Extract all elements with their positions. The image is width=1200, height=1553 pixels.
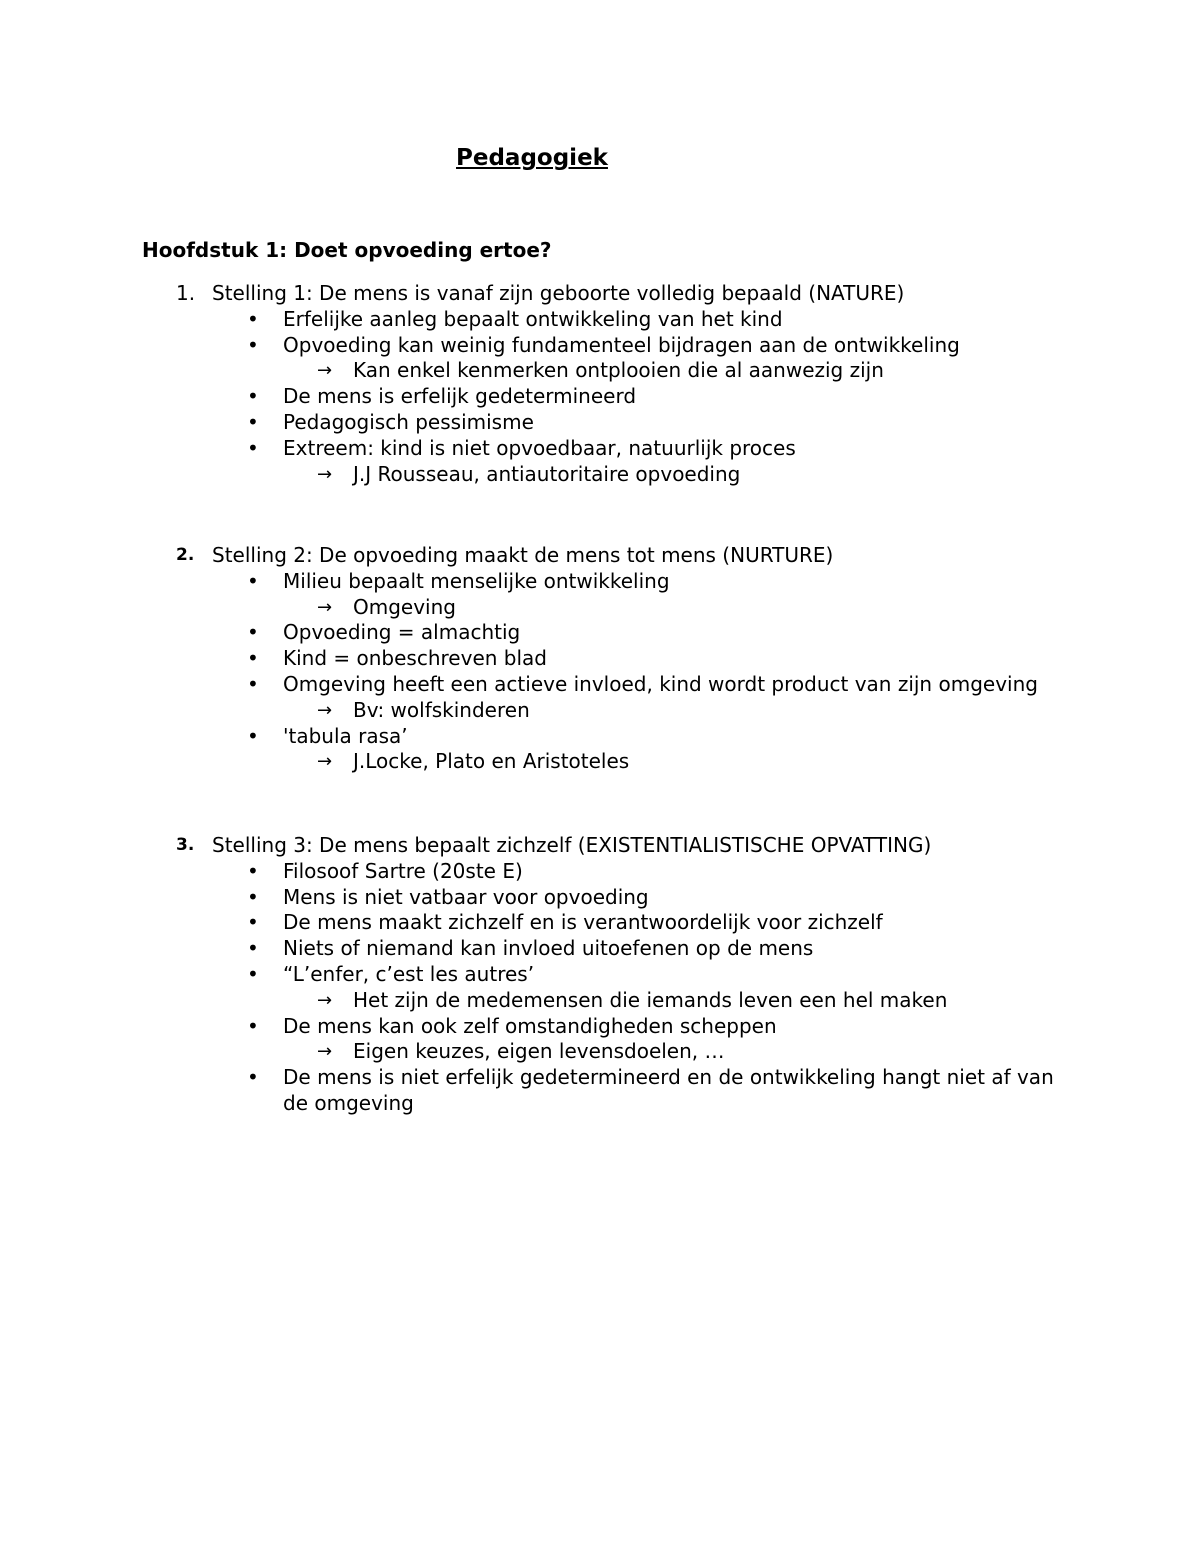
- section-heading-line: [0, 833, 1200, 859]
- section-heading-line: [0, 281, 1200, 307]
- list-item-text: Omgeving heeft een actieve invloed, kind wordt product van zijn omgeving: [283, 671, 1038, 696]
- sub-list-item: [0, 749, 1200, 775]
- list-item: [0, 1014, 1200, 1040]
- list-item-text: Opvoeding = almachtig: [283, 620, 521, 645]
- list-item: [0, 910, 1200, 936]
- bullet-icon: •: [247, 306, 259, 331]
- arrow-right-icon: →: [317, 699, 333, 721]
- bullet-icon: •: [247, 332, 259, 357]
- list-item: [0, 859, 1200, 885]
- bullet-icon: •: [247, 671, 259, 696]
- bullet-icon: •: [247, 858, 259, 883]
- bullet-icon: •: [247, 620, 259, 645]
- bullet-icon: •: [247, 884, 259, 909]
- list-item-text: Pedagogisch pessimisme: [283, 409, 534, 434]
- list-item: [0, 962, 1200, 988]
- list-item: [0, 333, 1200, 359]
- bullet-icon: •: [247, 910, 259, 935]
- bullet-icon: •: [247, 1065, 259, 1090]
- list-item: [0, 307, 1200, 333]
- arrow-right-icon: →: [317, 751, 333, 773]
- list-item-text: Erfelijke aanleg bepaalt ontwikkeling van het kind: [283, 306, 783, 331]
- section-stelling-2: [0, 543, 1200, 775]
- sub-list-item-text: Omgeving: [353, 594, 456, 619]
- sub-list-item: [0, 988, 1200, 1014]
- sub-list-item: [0, 595, 1200, 621]
- arrow-right-icon: →: [317, 596, 333, 618]
- chapter-heading: Hoofdstuk 1: Doet opvoeding ertoe?: [142, 238, 552, 262]
- list-item-text: Filosoof Sartre (20ste E): [283, 858, 523, 883]
- list-item: [0, 436, 1200, 462]
- section-heading-line: [0, 543, 1200, 569]
- arrow-right-icon: →: [317, 989, 333, 1011]
- list-item: [0, 620, 1200, 646]
- list-item-text: De mens kan ook zelf omstandigheden scheppen: [283, 1013, 777, 1038]
- document-title: Pedagogiek: [456, 145, 608, 171]
- sub-list-item-text: Kan enkel kenmerken ontplooien die al aanwezig zijn: [353, 358, 884, 383]
- list-item: [0, 885, 1200, 911]
- bullet-icon: •: [247, 723, 259, 748]
- list-item-text: De mens is niet erfelijk gedetermineerd en de ontwikkeling hangt niet af van: [283, 1065, 1054, 1090]
- bullet-icon: •: [247, 568, 259, 593]
- section-heading: Stelling 1: De mens is vanaf zijn geboorte volledig bepaald (NATURE): [212, 281, 905, 305]
- section-heading: Stelling 2: De opvoeding maakt de mens tot mens (NURTURE): [212, 543, 834, 567]
- sub-list-item-text: Eigen keuzes, eigen levensdoelen, …: [353, 1039, 725, 1064]
- section-number: 3.: [176, 835, 195, 855]
- section-stelling-1: [0, 281, 1200, 487]
- sub-list-item-text: Het zijn de medemensen die iemands leven een hel maken: [353, 987, 948, 1012]
- list-item: [0, 724, 1200, 750]
- bullet-icon: •: [247, 409, 259, 434]
- bullet-icon: •: [247, 936, 259, 961]
- list-item-text: De mens maakt zichzelf en is verantwoordelijk voor zichzelf: [283, 910, 883, 935]
- bullet-icon: •: [247, 961, 259, 986]
- list-item-text: “L’enfer, c’est les autres’: [283, 961, 535, 986]
- list-item-text: Mens is niet vatbaar voor opvoeding: [283, 884, 649, 909]
- sub-list-item: [0, 698, 1200, 724]
- list-item-text: Kind = onbeschreven blad: [283, 646, 547, 671]
- section-heading: Stelling 3: De mens bepaalt zichzelf (EXISTENTIALISTISCHE OPVATTING): [212, 833, 932, 857]
- list-item: [0, 410, 1200, 436]
- list-item-text: Niets of niemand kan invloed uitoefenen op de mens: [283, 936, 814, 961]
- section-number: 1.: [176, 281, 196, 305]
- sub-list-item-text: J.Locke, Plato en Aristoteles: [353, 749, 630, 774]
- sub-list-item: [0, 358, 1200, 384]
- section-stelling-3: [0, 833, 1200, 1117]
- list-item-text: 'tabula rasa’: [283, 723, 408, 748]
- list-item: [0, 936, 1200, 962]
- section-number: 2.: [176, 545, 195, 565]
- bullet-icon: •: [247, 435, 259, 460]
- list-item: [0, 569, 1200, 595]
- list-item: [0, 646, 1200, 672]
- sub-list-item-text: J.J Rousseau, antiautoritaire opvoeding: [353, 461, 741, 486]
- bullet-icon: •: [247, 1013, 259, 1038]
- sub-list-item-text: Bv: wolfskinderen: [353, 697, 530, 722]
- list-item-text: de omgeving: [283, 1090, 414, 1115]
- arrow-right-icon: →: [317, 1041, 333, 1063]
- list-item-text: Extreem: kind is niet opvoedbaar, natuurlijk proces: [283, 435, 796, 460]
- bullet-icon: •: [247, 384, 259, 409]
- list-item-text: Milieu bepaalt menselijke ontwikkeling: [283, 568, 670, 593]
- arrow-right-icon: →: [317, 463, 333, 485]
- bullet-icon: •: [247, 646, 259, 671]
- list-item-text: Opvoeding kan weinig fundamenteel bijdragen aan de ontwikkeling: [283, 332, 960, 357]
- list-item-text: De mens is erfelijk gedetermineerd: [283, 384, 637, 409]
- sub-list-item: [0, 1039, 1200, 1065]
- list-item: [0, 1065, 1200, 1091]
- sub-list-item: [0, 462, 1200, 488]
- arrow-right-icon: →: [317, 360, 333, 382]
- list-item-continuation: [0, 1091, 1200, 1117]
- list-item: [0, 672, 1200, 698]
- list-item: [0, 384, 1200, 410]
